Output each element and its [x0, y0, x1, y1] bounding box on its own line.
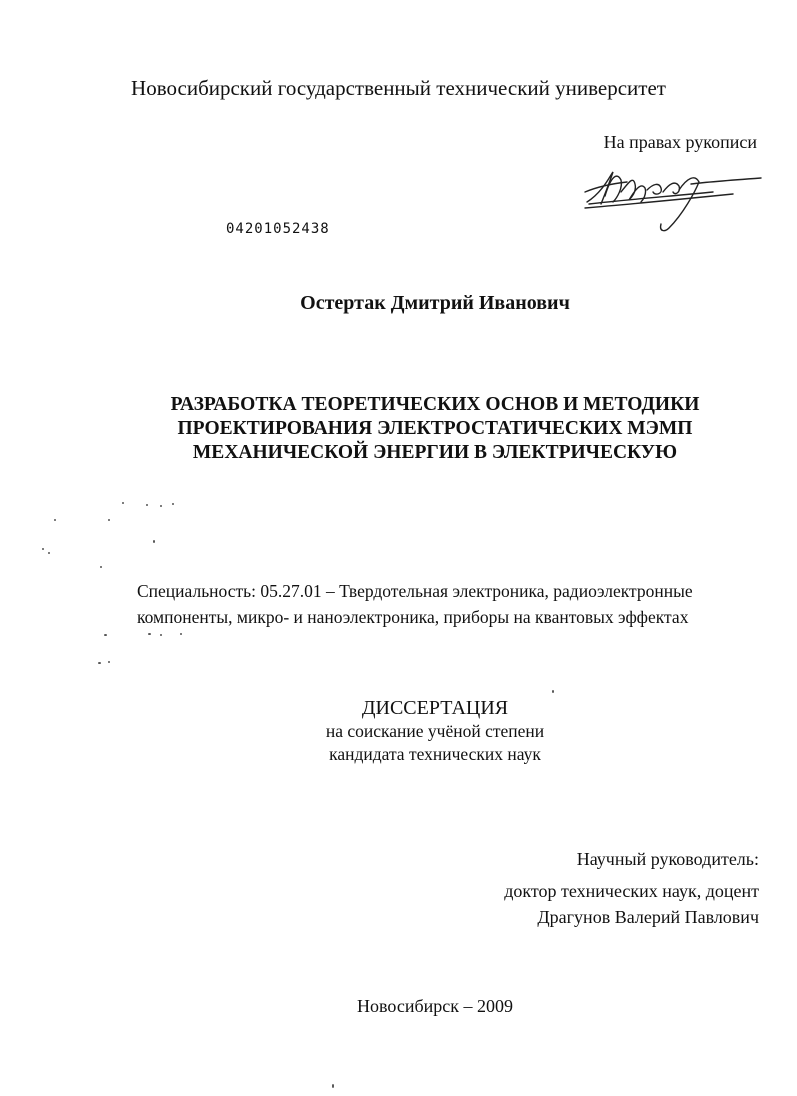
supervisor-block: [504, 846, 759, 930]
title-line: РАЗРАБОТКА ТЕОРЕТИЧЕСКИХ ОСНОВ И МЕТОДИКИ: [170, 394, 700, 415]
dissertation-block: [0, 696, 797, 766]
dissertation-title: [0, 393, 797, 465]
registration-code: 04201052438: [226, 221, 330, 237]
specialty: [137, 578, 777, 630]
title-line: ПРОЕКТИРОВАНИЯ ЭЛЕКТРОСТАТИЧЕСКИХ МЭМП: [177, 418, 693, 439]
supervisor-label: Научный руководитель:: [576, 849, 759, 869]
dissertation-heading: ДИССЕРТАЦИЯ: [361, 697, 509, 719]
supervisor-name: Драгунов Валерий Павлович: [537, 907, 759, 927]
specialty-line: компоненты, микро- и наноэлектроника, приборы на квантовых эффектах: [137, 607, 689, 627]
supervisor-degree: доктор технических наук, доцент: [504, 881, 759, 901]
degree-line: на соискание учёной степени: [325, 721, 545, 741]
title-line: МЕХАНИЧЕСКОЙ ЭНЕРГИИ В ЭЛЕКТРИЧЕСКУЮ: [192, 442, 678, 463]
place-year: Новосибирск – 2009: [357, 996, 513, 1016]
rights-note: На правах рукописи: [603, 132, 757, 152]
specialty-line: Специальность: 05.27.01 – Твердотельная электроника, радиоэлектронные: [137, 581, 693, 601]
handwritten-signature: [583, 162, 783, 237]
university-name: Новосибирский государственный технический университет: [131, 76, 666, 100]
author-name: Остертак Дмитрий Иванович: [300, 292, 570, 314]
degree-line: кандидата технических наук: [329, 744, 541, 764]
